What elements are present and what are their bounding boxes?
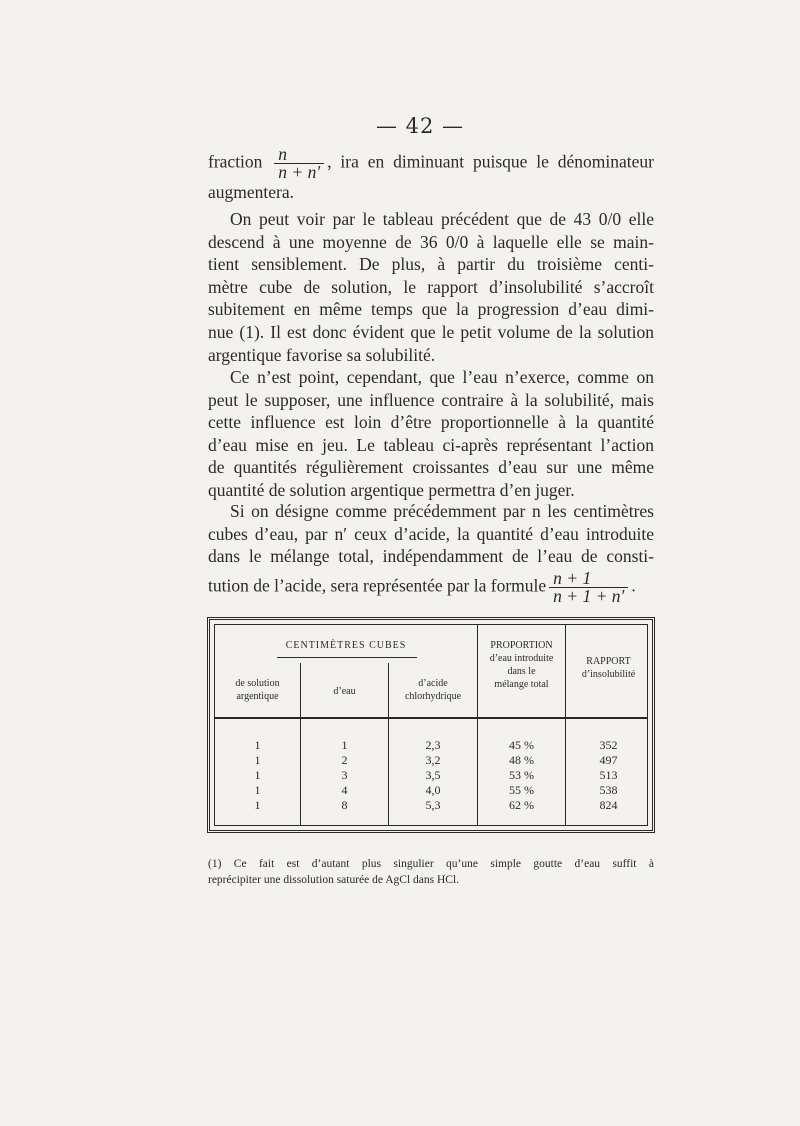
table-cell: 53 % (509, 768, 534, 782)
fraction-denominator: n + n′ (278, 162, 321, 182)
header-line: RAPPORT (586, 656, 631, 667)
column-solution-values (215, 738, 300, 813)
text-line: nue (1). Il est donc évident que le petit volume de la solution (208, 321, 654, 342)
fraction-numerator: n (274, 146, 324, 164)
fraction-numerator: n + 1 (549, 570, 628, 588)
table-cell: 824 (599, 798, 618, 812)
footnote-line: reprécipiter une dissolution saturée de AgCl dans HCl. (208, 874, 460, 886)
table-cell: 3,2 (425, 753, 441, 767)
page-number: — 42 — (375, 114, 465, 138)
table-cell: 1 (254, 783, 261, 797)
text-line: subitement en même temps que la progression d’eau dimi- (208, 299, 654, 320)
fraction-n-over-n-plus-nprime (274, 146, 324, 181)
table-cell: 8 (341, 798, 348, 812)
table-cell: 4,0 (425, 783, 441, 797)
header-line: d’insolubilité (581, 669, 636, 680)
table-cell: 3 (341, 768, 348, 782)
header-line: chlorhydrique (404, 691, 462, 702)
text-fragment: tution de l’acide, sera représentée par la formule (208, 575, 547, 596)
column-rapport-values (566, 738, 651, 813)
table-cell: 513 (599, 768, 618, 782)
table-cell: 1 (254, 798, 261, 812)
table-cell: 5,3 (425, 798, 441, 812)
text-line (208, 567, 654, 606)
formula-fraction (549, 567, 628, 606)
text-line: dans le mélange total, indépendamment de l’eau de consti- (208, 546, 654, 567)
table-cell: 45 % (509, 738, 534, 752)
header-line: d’acide (418, 678, 448, 689)
footnote-line: (1) Ce fait est d’autant plus singulier qu’une simple goutte d’eau suffit à (208, 858, 654, 870)
text-line: Si on désigne comme précédemment par n les centimètres (230, 501, 654, 521)
table-cell: 1 (254, 738, 261, 752)
text-fragment: , ira en diminuant puisque le dénominateur (327, 151, 654, 172)
paragraph-2 (208, 366, 654, 502)
header-line: mélange total (494, 679, 549, 690)
table-cell: 497 (599, 753, 618, 767)
header-line: de solution (235, 678, 280, 689)
table-cell: 48 % (509, 753, 534, 767)
header-eau (301, 685, 388, 698)
column-proportion-values (478, 738, 565, 813)
table-cell: 3,5 (425, 768, 441, 782)
group-header-centimetres-cubes: CENTIMÈTRES CUBES (285, 640, 407, 651)
text-line: argentique favorise sa solubilité. (208, 344, 436, 365)
table-cell: 2 (341, 753, 348, 767)
text-line: peut le supposer, une influence contraire à la solubilité, mais (208, 389, 654, 410)
column-acide-values (389, 738, 477, 813)
text-line (208, 146, 654, 181)
text-line: de quantités régulièrement croissantes d’eau sur une même (208, 457, 654, 478)
paragraph-1 (208, 208, 654, 366)
table-cell: 538 (599, 783, 618, 797)
text-line: augmentera. (208, 182, 294, 202)
text-line: quantité de solution argentique permettra d’en juger. (208, 479, 575, 500)
text-line: descend à une moyenne de 36 0/0 à laquelle elle se main- (208, 231, 654, 252)
footnote (208, 856, 654, 888)
table-cell: 1 (254, 768, 261, 782)
header-solution (215, 677, 300, 703)
header-acide (389, 677, 477, 703)
text-line: d’eau mise en jeu. Le tableau ci-après représentant l’action (208, 434, 654, 455)
group-brace (277, 657, 417, 658)
text-line: mètre cube de solution, le rapport d’insolubilité s’accroît (208, 276, 654, 297)
text-line: cubes d’eau, par n′ ceux d’acide, la quantité d’eau introduite (208, 523, 654, 544)
text-fragment: fraction (208, 151, 263, 172)
table-cell: 1 (341, 738, 348, 752)
paragraph-3 (208, 500, 654, 605)
table-cell: 2,3 (425, 738, 441, 752)
text-fragment: . (631, 575, 636, 596)
data-table (207, 617, 655, 833)
text-line: cette influence est loin d’être proportionnelle à la quantité (208, 412, 654, 433)
table-cell: 352 (599, 738, 618, 752)
header-rule (215, 717, 647, 719)
header-proportion (478, 639, 565, 691)
header-line: argentique (236, 691, 279, 702)
intro-paragraph (208, 146, 654, 204)
column-eau-values (301, 738, 388, 813)
fraction-denominator: n + 1 + n′ (553, 585, 625, 606)
text-line: tient sensiblement. De plus, à partir du troisième centi- (208, 254, 654, 275)
table-cell: 4 (341, 783, 348, 797)
header-line: PROPORTION (490, 640, 553, 651)
header-line: dans le (507, 666, 536, 677)
text-line: On peut voir par le tableau précédent que de 43 0/0 elle (230, 209, 654, 229)
text-line: Ce n’est point, cependant, que l’eau n’exerce, comme on (230, 367, 654, 387)
table-cell: 62 % (509, 798, 534, 812)
header-line: d’eau introduite (489, 653, 554, 664)
table-cell: 1 (254, 753, 261, 767)
header-line: d’eau (333, 686, 356, 697)
table-inner-border (214, 624, 648, 826)
table-cell: 55 % (509, 783, 534, 797)
header-rapport (566, 655, 651, 681)
